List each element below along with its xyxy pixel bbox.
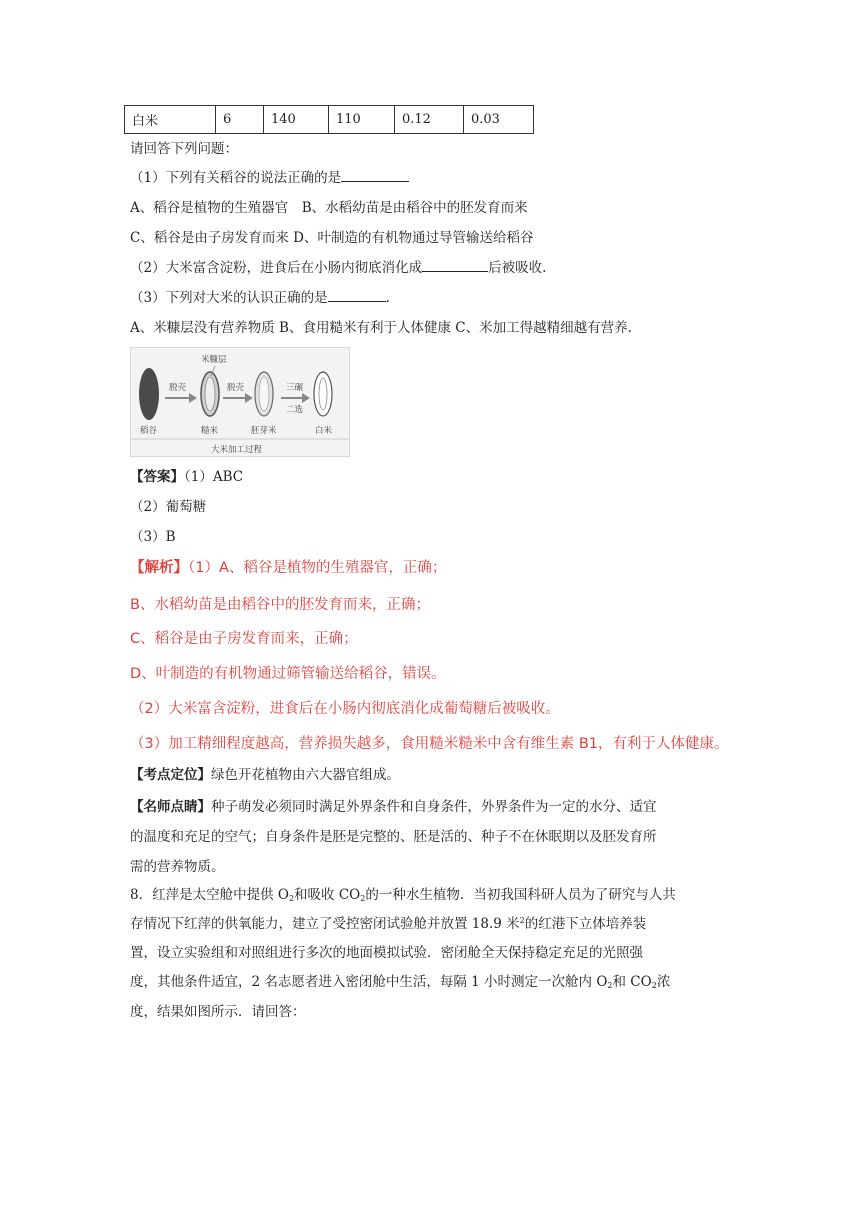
kaodian-text: 绿色开花植物由六大器官组成。 [211, 767, 400, 783]
figure-label-selection: 二选 [286, 405, 304, 415]
question-prompt: 请回答下列问题： [130, 141, 238, 157]
answer-label: 【答案】 [130, 469, 184, 485]
question-1-options-cd: C、稻谷是由子房发育而来 D、叶制造的有机物通过导管输送给稻谷 [130, 230, 534, 246]
question-1 [130, 166, 409, 186]
arrow-icon [165, 393, 197, 403]
analysis-line-5: （2）大米富含淀粉，进食后在小肠内彻底消化成葡萄糖后被吸收。 [130, 701, 560, 717]
figure-label-brown-rice: 糙米 [201, 426, 219, 436]
arrow-icon [281, 393, 310, 403]
table-row [125, 106, 534, 134]
q8-line-4: 度，其他条件适宜，2 名志愿者进入密闭舱中生活，每隔 1 小时测定一次舱内 $O_2$和 $CO_2$浓 [130, 974, 671, 990]
question-1-options-ab: A、稻谷是植物的生殖器官 B、水稻幼苗是由稻谷中的胚发育而来 [130, 200, 528, 216]
analysis-line-4: D、叶制造的有机物通过筛管输送给稻谷，错误。 [130, 666, 446, 682]
answer-1: （1）ABC [184, 469, 244, 485]
answer-blank [341, 167, 409, 182]
answer-blank [422, 257, 488, 272]
table-cell: 110 [329, 106, 395, 134]
answer-blank [328, 287, 386, 302]
rice-grain-diagram [131, 348, 349, 456]
q8-line-3: 置，设立实验组和对照组进行多次的地面模拟试验．密闭舱全天保持稳定充足的光照强 [130, 945, 643, 961]
mingshi-label: 【名师点睛】 [130, 799, 211, 815]
table-cell: 0.03 [464, 106, 534, 134]
analysis-line-6: （3）加工精细程度越高，营养损失越多，食用糙米糙米中含有维生素 B1，有利于人体健康。 [130, 736, 729, 752]
mingshi-block [130, 795, 657, 815]
mingshi-line-3: 需的营养物质。 [130, 859, 225, 875]
analysis-line-2: B、水稻幼苗是由稻谷中的胚发育而来，正确； [130, 597, 430, 613]
rice-nutrition-table [124, 105, 534, 134]
figure-caption: 大米加工过程 [211, 445, 263, 455]
answer-block [130, 465, 243, 485]
mingshi-line-2: 的温度和充足的空气；自身条件是胚是完整的、胚是活的、种子不在休眠期以及胚发育所 [130, 829, 657, 845]
q8-line-5: 度，结果如图所示．请回答： [130, 1004, 306, 1020]
question-2-text-end: 后被吸收. [488, 260, 547, 276]
question-3 [130, 286, 390, 306]
figure-label-milling: 三碾 [286, 383, 304, 393]
kaodian-label: 【考点定位】 [130, 767, 211, 783]
kaodian-block [130, 763, 400, 783]
figure-label-paddy: 稻谷 [140, 426, 158, 436]
table-cell: 白米 [125, 106, 216, 134]
question-3-text: （3）下列对大米的认识正确的是 [130, 290, 328, 306]
question-2-text: （2）大米富含淀粉，进食后在小肠内彻底消化成 [130, 260, 423, 276]
white-rice-shape [314, 372, 332, 416]
q8-line-2: 存情况下红萍的供氧能力，建立了受控密闭试验舱并放置 18.9 米$^2$的红港下立体培养装 [130, 916, 647, 932]
analysis-line-1: 【解析】（1）A、稻谷是植物的生殖器官，正确； [130, 560, 447, 576]
rice-processing-figure [130, 347, 350, 457]
figure-label-white-rice: 白米 [315, 426, 333, 436]
question-2 [130, 256, 546, 276]
figure-label-dehull: 脱壳 [169, 383, 187, 393]
table-cell: 6 [216, 106, 264, 134]
answer-3: （3）B [130, 529, 176, 545]
figure-label-dehull: 脱壳 [227, 383, 245, 393]
arrow-icon [223, 393, 253, 403]
analysis-label: 【解析】 [130, 560, 188, 576]
paddy-grain-shape [139, 368, 159, 420]
answer-2: （2）葡萄糖 [130, 499, 207, 515]
question-1-text: （1）下列有关稻谷的说法正确的是 [130, 170, 342, 186]
mingshi-line-1: 种子萌发必须同时满足外界条件和自身条件，外界条件为一定的水分、适宜 [211, 799, 657, 815]
figure-label-bran-layer: 米糠层 [201, 355, 227, 365]
table-cell: 0.12 [395, 106, 464, 134]
question-3-text-end: . [385, 290, 390, 306]
analysis-line-3: C、稻谷是由子房发育而来，正确； [130, 631, 358, 647]
figure-label-germ-rice: 胚芽米 [251, 426, 277, 436]
q8-line-1: 8．红萍是太空舱中提供 $O_2$和吸收 $CO_2$的一种水生植物．当初我国科研人员为了研究与人共 [130, 887, 676, 903]
table-cell: 140 [264, 106, 329, 134]
question-3-options: A、米糠层没有营养物质 B、食用糙米有利于人体健康 C、米加工得越精细越有营养. [130, 320, 632, 336]
